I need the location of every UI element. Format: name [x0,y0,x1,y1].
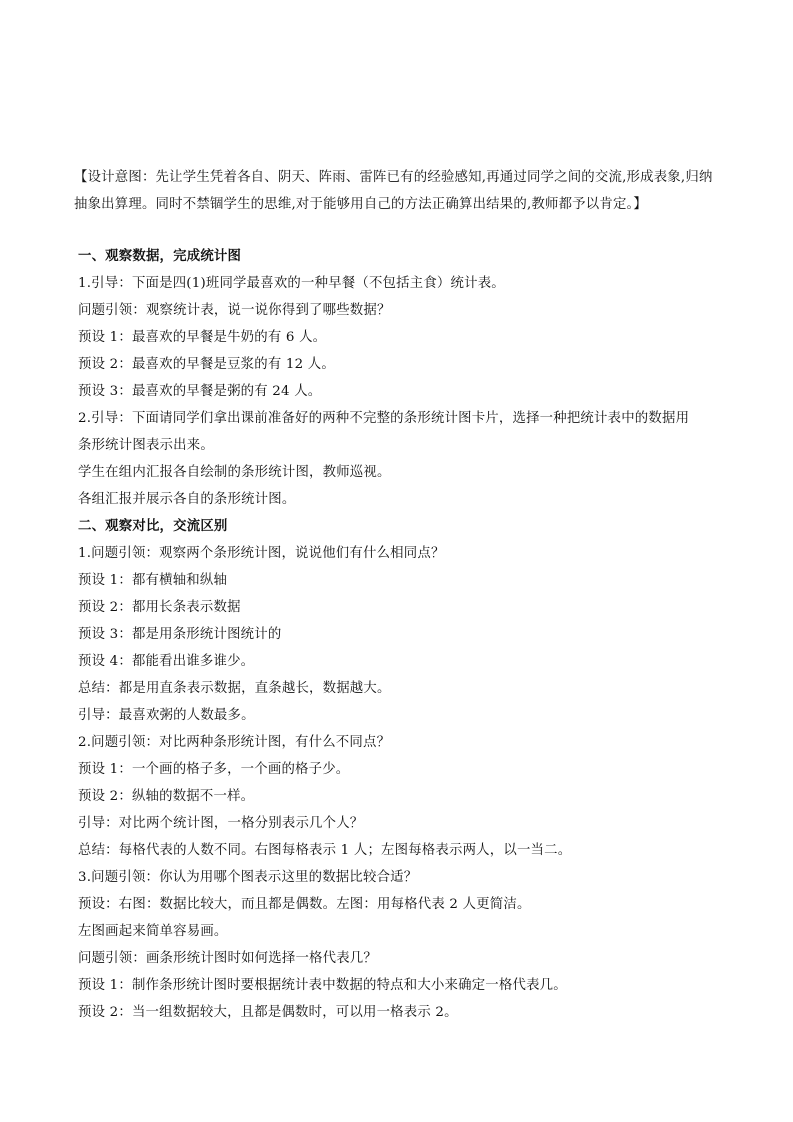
text-line: 预设 1：最喜欢的早餐是牛奶的有 6 人。 [78,330,327,345]
text-line: 预设 2：当一组数据较大，且都是偶数时，可以用一格表示 2。 [78,1005,458,1020]
text-line: 预设 2：最喜欢的早餐是豆浆的有 12 人。 [78,357,335,372]
text-line: 1.引导：下面是四(1)班同学最喜欢的一种早餐（不包括主食）统计表。 [78,276,505,291]
text-line: 问题引领：画条形统计图时如何选择一格代表几？ [78,951,377,966]
text-line: 2.问题引领：对比两种条形统计图，有什么不同点？ [78,735,391,750]
text-line: 引导：最喜欢粥的人数最多。 [78,708,255,723]
text-line: 预设 1：都有横轴和纵轴 [78,573,228,588]
lesson-content [78,243,718,1026]
text-line: 2.引导：下面请同学们拿出课前准备好的两种不完整的条形统计图卡片，选择一种把统计表中的数据用 [78,411,690,426]
text-line: 预设 2：纵轴的数据不一样。 [78,789,255,804]
text-line: 学生在组内汇报各自绘制的条形统计图，教师巡视。 [78,465,391,480]
text-line: 预设 2：都用长条表示数据 [78,600,241,615]
text-line: 总结：都是用直条表示数据，直条越长，数据越大。 [78,681,391,696]
text-line: 预设 3：最喜欢的早餐是粥的有 24 人。 [78,384,322,399]
text-line: 预设 1：一个画的格子多，一个画的格子少。 [78,762,350,777]
text-line: 条形统计图表示出来。 [78,438,214,453]
text-line: 各组汇报并展示各自的条形统计图。 [78,492,296,507]
text-line: 预设 4：都能看出谁多谁少。 [78,654,255,669]
design-intent-paragraph: 【设计意图：先让学生凭着各自、阴天、阵雨、雷阵已有的经验感知,再通过同学之间的交流,形成表象,归纳抽象出算理。同时不禁锢学生的思维,对于能够用自己的方法正确算出结果的,教师都予以肯定。】 [74,170,713,212]
text-line: 问题引领：观察统计表，说一说你得到了哪些数据？ [78,303,391,318]
section-heading: 一、观察数据，完成统计图 [78,248,242,264]
text-line: 引导：对比两个统计图，一格分别表示几个人？ [78,816,364,831]
text-line: 左图画起来简单容易画。 [78,924,228,939]
text-line: 预设：右图：数据比较大，而且都是偶数。左图：用每格代表 2 人更简洁。 [78,897,531,912]
text-line: 3.问题引领：你认为用哪个图表示这里的数据比较合适？ [78,870,418,885]
text-line: 预设 1：制作条形统计图时要根据统计表中数据的特点和大小来确定一格代表几。 [78,978,567,993]
text-line: 1.问题引领：观察两个条形统计图，说说他们有什么相同点？ [78,546,445,561]
text-line: 预设 3：都是用条形统计图统计的 [78,627,282,642]
section-heading: 二、观察对比，交流区别 [78,518,228,534]
text-line: 总结：每格代表的人数不同。右图每格表示 1 人；左图每格表示两人，以一当二。 [78,843,572,858]
